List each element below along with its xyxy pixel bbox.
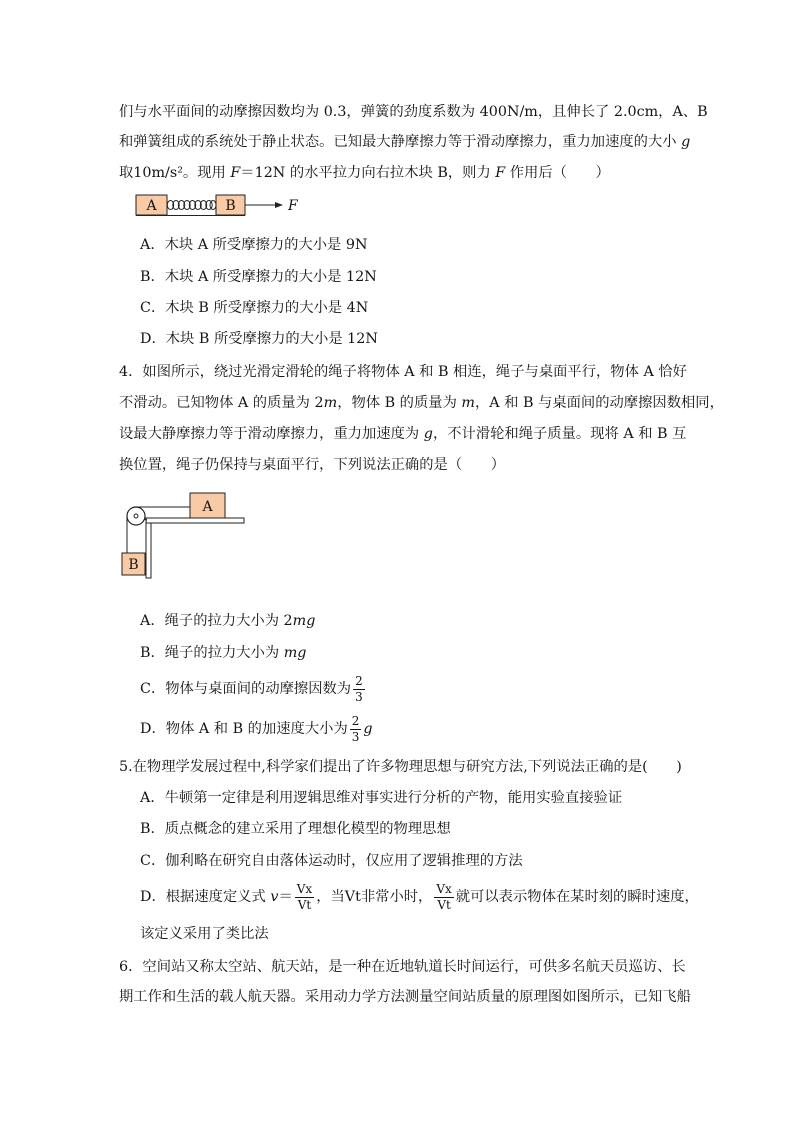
q4-stem-line-3-b: ，不计滑轮和绳子质量。现将 A 和 B 互 — [432, 426, 687, 442]
q3-stem-line-3-b: ＝12N 的水平拉力向右拉木块 B，则力 — [240, 165, 496, 181]
q4-stem-line-3-a: 设最大静摩擦力等于滑动摩擦力，重力加速度为 — [119, 426, 424, 442]
q5-var-v: v — [270, 889, 279, 905]
q3-stem-line-3 — [119, 163, 610, 183]
q4-stem-line-4-text: 换位置，绳子仍保持与桌面平行，下列说法正确的是（ ） — [119, 457, 506, 473]
q5-option-d-continuation-text: 该定义采用了类比法 — [140, 926, 269, 942]
q4-option-d-var: g — [363, 721, 373, 737]
q3-stem-line-3-a: 取10m/s²。现用 — [119, 165, 231, 181]
fraction-denominator: Vt — [437, 897, 451, 912]
q3-var-f-1: F — [230, 165, 241, 181]
q3-stem-line-2 — [119, 132, 691, 152]
q4-stem-line-2 — [119, 393, 724, 413]
q4-option-c — [140, 674, 367, 704]
q3-force-arrow-head — [275, 202, 283, 208]
spring-coil — [210, 201, 216, 210]
fraction-numerator: 2 — [351, 713, 360, 728]
q3-option-b — [140, 267, 377, 287]
fraction-denominator: 3 — [351, 729, 360, 744]
q4-stem-line-1-text: 4．如图所示，绕过光滑定滑轮的绳子将物体 A 和 B 相连，绳子与桌面平行，物体 A 恰好 — [119, 364, 687, 380]
q5-option-a — [140, 788, 622, 808]
q3-block-b-label: B — [225, 198, 236, 214]
q5-option-c — [140, 851, 523, 871]
q5-equals: ＝ — [278, 889, 293, 905]
q4-option-c-fraction — [353, 675, 365, 704]
q4-option-d — [140, 714, 373, 744]
q3-figure-spring-blocks — [130, 190, 305, 222]
q3-spring — [167, 201, 216, 210]
q4-option-b-text: B．绳子的拉力大小为 — [140, 645, 284, 661]
q3-var-g: g — [681, 134, 691, 150]
q4-pulley-axle — [134, 514, 138, 518]
q3-option-c — [140, 298, 368, 318]
q4-stem-line-4 — [119, 455, 505, 475]
q6-stem-line-2-text: 期工作和生活的载人航天器。采用动力学方法测量空间站质量的原理图如图所示，已知飞船 — [119, 989, 691, 1005]
q4-option-c-text: C．物体与桌面间的动摩擦因数为 — [140, 681, 352, 697]
q3-option-a-text: A．木块 A 所受摩擦力的大小是 9N — [140, 237, 368, 253]
q3-block-a-label: A — [146, 198, 157, 214]
q6-stem-line-2 — [119, 987, 691, 1007]
q4-stem-line-1 — [119, 362, 687, 382]
q5-option-d — [140, 882, 699, 912]
q5-option-d-continuation — [140, 924, 269, 944]
q4-var-g: g — [423, 426, 433, 442]
fraction-denominator: 3 — [355, 689, 363, 704]
q5-option-a-text: A．牛顿第一定律是利用逻辑思维对事实进行分析的产物，能用实验直接验证 — [140, 790, 623, 806]
q4-table-top — [146, 518, 244, 523]
q3-stem-line-3-c: 作用后（ ） — [505, 165, 610, 181]
q5-stem — [119, 757, 682, 777]
q3-option-b-text: B．木块 A 所受摩擦力的大小是 12N — [140, 269, 377, 285]
q5-option-b-text: B．质点概念的建立采用了理想化模型的物理思想 — [140, 821, 451, 837]
q5-option-d-text-c: 就可以表示物体在某时刻的瞬时速度， — [455, 889, 699, 905]
q5-velocity-fraction-2 — [434, 883, 453, 912]
q3-stem-line-2-text: 和弹簧组成的系统处于静止状态。已知最大静摩擦力等于滑动摩擦力，重力加速度的大小 — [119, 134, 682, 150]
q4-option-a-var: mg — [292, 613, 316, 629]
q4-option-b-var: mg — [283, 645, 307, 661]
q4-stem-line-3 — [119, 424, 687, 444]
q3-var-f-2: F — [495, 165, 506, 181]
q4-block-a-label: A — [202, 499, 213, 515]
q5-option-c-text: C．伽利略在研究自由落体运动时，仅应用了逻辑推理的方法 — [140, 853, 523, 869]
q3-force-label: F — [288, 198, 298, 214]
q5-option-d-text-a: D．根据速度定义式 — [140, 889, 271, 905]
q4-option-a — [140, 611, 315, 631]
q4-option-b — [140, 643, 306, 663]
q4-option-d-fraction — [350, 715, 362, 744]
q4-option-d-text: D．物体 A 和 B 的加速度大小为 — [140, 721, 348, 737]
q4-stem-line-2-a: 不滑动。已知物体 A 的质量为 2 — [119, 395, 324, 411]
q5-stem-text: 5.在物理学发展过程中,科学家们提出了许多物理思想与研究方法,下列说法正确的是( ) — [119, 759, 682, 775]
q3-option-c-text: C．木块 B 所受摩擦力的大小是 4N — [140, 300, 369, 316]
q6-stem-line-1-text: 6．空间站又称太空站、航天站，是一种在近地轨道长时间运行，可供多名航天员巡访、长 — [119, 959, 686, 975]
q4-table-leg — [146, 523, 151, 578]
q5-option-d-text-b: ，当Vt非常小时， — [316, 889, 433, 905]
q3-stem-line-1 — [119, 102, 708, 122]
q4-block-b-label: B — [128, 557, 139, 573]
q4-var-m-2: m — [461, 395, 475, 411]
fraction-denominator: Vt — [297, 897, 312, 912]
q4-stem-line-2-b: ，物体 B 的质量为 — [337, 395, 462, 411]
q4-var-m-1: m — [323, 395, 338, 411]
q5-option-b — [140, 819, 451, 839]
q4-option-a-text: A．绳子的拉力大小为 2 — [140, 613, 293, 629]
q3-option-d — [140, 329, 378, 349]
q3-option-a — [140, 235, 367, 255]
q3-stem-line-1-text: 们与水平面间的动摩擦因数均为 0.3，弹簧的劲度系数为 400N/m，且伸长了 2.0cm，A、B — [119, 104, 708, 120]
fraction-numerator: 2 — [355, 673, 363, 688]
q4-stem-line-2-c: ，A 和 B 与桌面间的动摩擦因数相同， — [474, 395, 724, 411]
q5-velocity-fraction-1 — [295, 883, 314, 912]
q3-option-d-text: D．木块 B 所受摩擦力的大小是 12N — [140, 331, 378, 347]
fraction-numerator: Vx — [296, 881, 313, 896]
q6-stem-line-1 — [119, 957, 686, 977]
fraction-numerator: Vx — [436, 881, 452, 896]
q4-figure-pulley-table — [110, 486, 255, 582]
